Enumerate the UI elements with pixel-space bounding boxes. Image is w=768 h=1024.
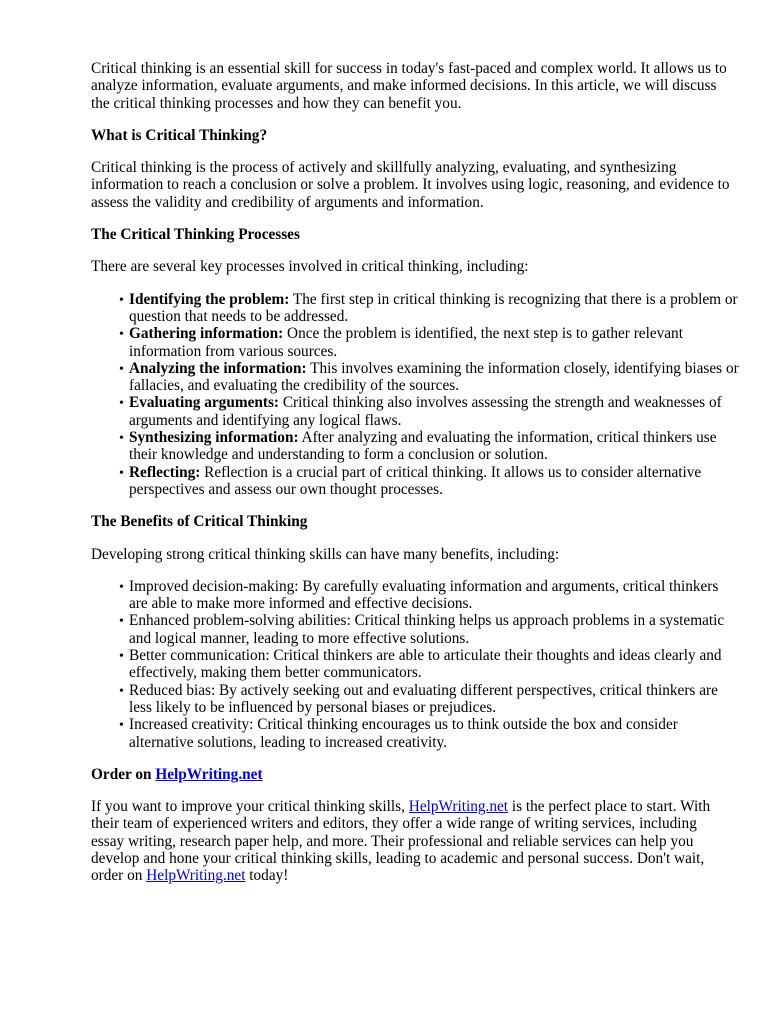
list-item-term: Gathering information: [129, 325, 284, 343]
processes-list [91, 291, 739, 499]
bullet-icon: • [119, 361, 124, 377]
helpwriting-heading-link[interactable]: HelpWriting.net [155, 765, 263, 783]
list-item [119, 325, 739, 360]
list-item-text: Increased creativity: Critical thinking encourages us to think outside the box and consider alternative solutions, leading to increased creativity. [129, 716, 678, 751]
bullet-icon: • [119, 431, 124, 447]
list-item-text: After analyzing and evaluating the information, critical thinkers use their knowledge and understanding to form a conclusion or solution. [129, 429, 717, 464]
list-item [119, 429, 739, 464]
order-heading-prefix: Order on [91, 765, 156, 783]
order-paragraph [91, 798, 731, 884]
bullet-icon: • [119, 465, 124, 481]
list-item-term: Reflecting: [129, 463, 201, 481]
section-heading-benefits: The Benefits of Critical Thinking [91, 513, 308, 531]
order-text-part3: today! [245, 867, 289, 885]
bullet-icon: • [119, 614, 124, 630]
bullet-icon: • [119, 683, 124, 699]
list-item [119, 359, 739, 395]
bullet-icon: • [119, 718, 124, 734]
helpwriting-inline-link-2[interactable]: HelpWriting.net [146, 867, 246, 885]
bullet-icon: • [119, 579, 124, 595]
list-item [119, 463, 739, 499]
list-item-term: Evaluating arguments: [129, 394, 280, 412]
list-item-term: Synthesizing information: [129, 429, 299, 447]
list-item-text: Enhanced problem-solving abilities: Critical thinking helps us approach problems in a systematic and logical manner, leading to more effective solutions. [129, 612, 725, 647]
section-heading-order [91, 766, 728, 783]
bullet-icon: • [119, 292, 124, 308]
benefits-intro-paragraph: Developing strong critical thinking skills can have many benefits, including: [91, 545, 560, 563]
list-item [119, 647, 739, 682]
list-item-text: Reduced bias: By actively seeking out and evaluating different perspectives, critical thinkers are less likely to be influenced by personal biases or prejudices. [129, 681, 718, 716]
list-item [119, 394, 739, 429]
list-item-text: Reflection is a crucial part of critical thinking. It allows us to consider alternative perspectives and assess our own thought processes. [129, 463, 702, 498]
list-item [119, 290, 739, 326]
list-item-term: Identifying the problem: [129, 290, 290, 308]
bullet-icon: • [119, 396, 124, 412]
list-item [119, 612, 739, 647]
list-item-term: Analyzing the information: [129, 359, 307, 377]
what-is-paragraph: Critical thinking is the process of actively and skillfully analyzing, evaluating, and synthesizing information to reach a conclusion or solve a problem. It involves using logic, reasoning, and evidence to assess the validity and credibility of arguments and information. [91, 159, 730, 211]
list-item-text: This involves examining the information closely, identifying biases or fallacies, and evaluating the credibility of the sources. [129, 359, 739, 395]
list-item [119, 577, 739, 613]
processes-intro-paragraph: There are several key processes involved in critical thinking, including: [91, 258, 529, 276]
order-text-part2: is the perfect place to start. With their team of experienced writers and editors, they offer a wide range of writing services, including essay writing, research paper help, and more. Their professional and reliable services can help you develop and hone your critical thinking skills, leading to academic and personal success. Don't wait, order on [91, 798, 711, 885]
bullet-icon: • [119, 649, 124, 665]
list-item-text: Better communication: Critical thinkers are able to articulate their thoughts and ideas clearly and effectively, making them better communicators. [129, 647, 722, 682]
list-item-text: Improved decision-making: By carefully evaluating information and arguments, critical thinkers are able to make more informed and effective decisions. [129, 577, 719, 613]
benefits-list [91, 578, 739, 751]
section-heading-processes: The Critical Thinking Processes [91, 226, 300, 244]
bullet-icon: • [119, 327, 124, 343]
list-item-text: Critical thinking also involves assessing the strength and weaknesses of arguments and identifying any logical flaws. [129, 394, 722, 429]
list-item [119, 716, 739, 751]
section-heading-what-is: What is Critical Thinking? [91, 126, 268, 144]
order-text-part1: If you want to improve your critical thinking skills, [91, 798, 409, 816]
list-item [119, 681, 739, 717]
list-item-text: The first step in critical thinking is recognizing that there is a problem or question that needs to be addressed. [129, 290, 738, 325]
helpwriting-inline-link[interactable]: HelpWriting.net [408, 798, 509, 816]
list-item-text: Once the problem is identified, the next step is to gather relevant information from various sources. [129, 325, 683, 360]
intro-paragraph: Critical thinking is an essential skill for success in today's fast-paced and complex world. It allows us to analyze information, evaluate arguments, and make informed decisions. In this article, we will discuss the critical thinking processes and how they can benefit you. [91, 60, 727, 112]
